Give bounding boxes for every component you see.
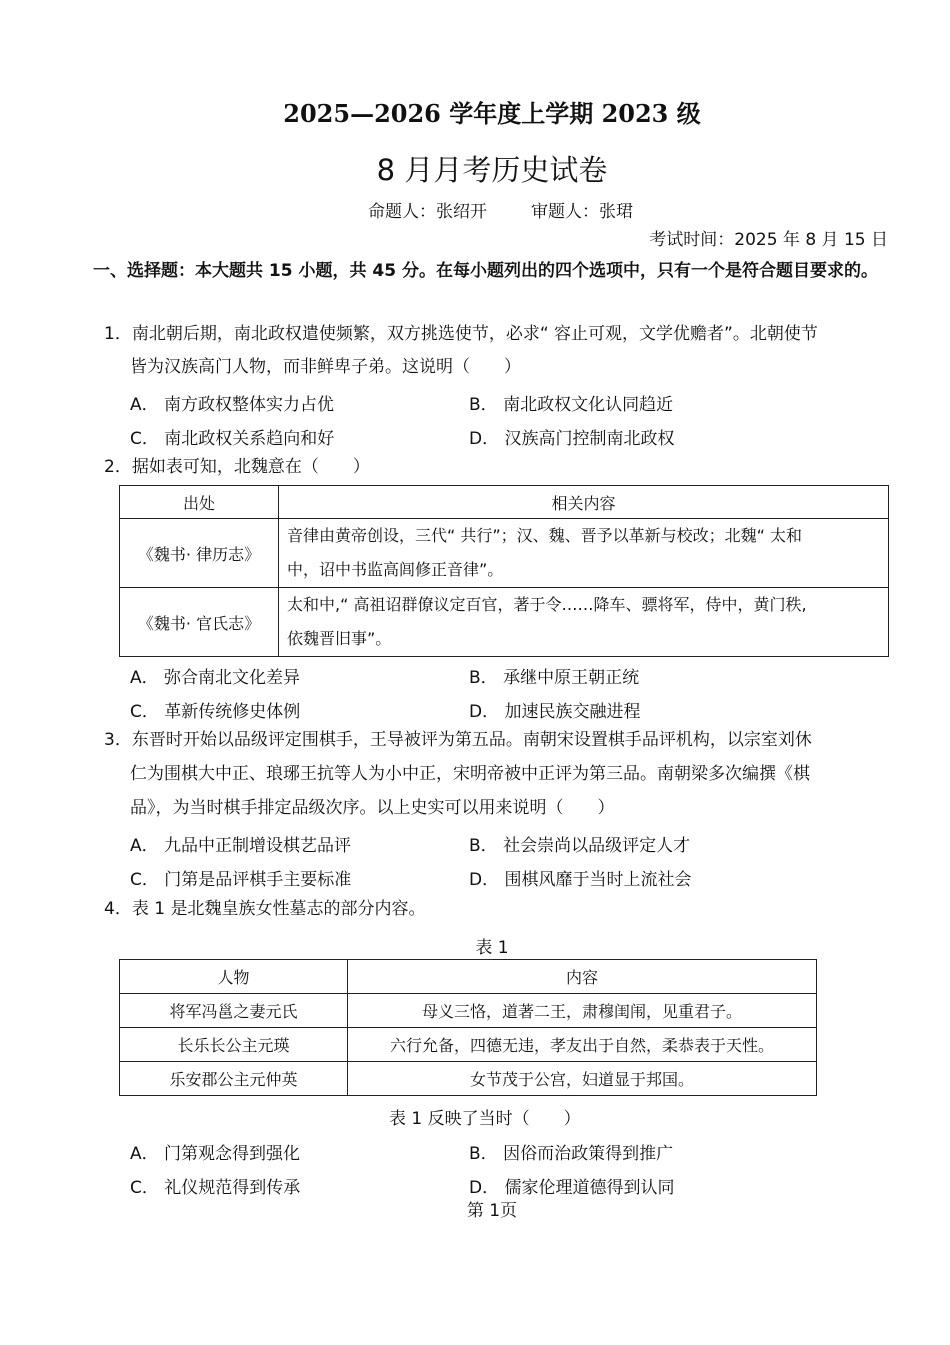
q2-row2-source: 《魏书· 官氏志》 [120,588,279,657]
section-heading: 一、选择题：本大题共 15 小题，共 45 分。在每小题列出的四个选项中，只有一个是符合题目要求的。 [93,261,878,281]
q4-header-content: 内容 [348,960,817,994]
q4-option-d: D． 儒家伦理道德得到认同 [469,1178,675,1198]
q4-row3-person: 乐安郡公主元仲英 [120,1062,348,1096]
q2-row1-source: 《魏书· 律历志》 [120,519,279,588]
q4-header-person: 人物 [120,960,348,994]
table-row [120,994,817,1028]
q2-stem: 2．据如表可知，北魏意在（ ） [104,457,370,477]
q4-table-caption: 表 1 [475,938,509,958]
table-row [120,519,889,588]
q2-table [119,485,889,657]
q2-header-source: 出处 [120,486,279,519]
q1-option-a: A． 南方政权整体实力占优 [130,395,335,415]
q4-row3-content: 女节茂于公宫，妇道显于邦国。 [348,1062,817,1096]
q4-stem: 4．表 1 是北魏皇族女性墓志的部分内容。 [104,899,426,919]
exam-title-line1: 2025—2026 学年度上学期 2023 级 [283,99,701,128]
author-name: 命题人：张绍开 [368,202,487,222]
q3-stem-line3: 品》，为当时棋手排定品级次序。以上史实可以用来说明（ ） [130,798,615,818]
q2-option-c: C． 革新传统修史体例 [130,702,301,722]
reviewer-name: 审题人：张珺 [531,202,633,222]
exam-title-line2: 8 月月考历史试卷 [376,153,608,187]
q4-row1-person: 将军冯邕之妻元氏 [120,994,348,1028]
q3-stem-line1: 3．东晋时开始以品级评定围棋手，王导被评为第五品。南朝宋设置棋手品评机构，以宗室刘休 [104,730,812,750]
page-number: 第 1页 [466,1201,518,1221]
exam-time: 考试时间：2025 年 8 月 15 日 [649,230,888,250]
q2-header-content: 相关内容 [279,486,889,519]
q4-option-b: B． 因俗而治政策得到推广 [469,1144,674,1164]
q3-option-c: C． 门第是品评棋手主要标准 [130,870,352,890]
q4-row1-content: 母义三恪，道著二王，肃穆闺闱，见重君子。 [348,994,817,1028]
q2-option-d: D． 加速民族交融进程 [469,702,641,722]
q4-after-table: 表 1 反映了当时（ ） [389,1109,581,1129]
table-row [120,1062,817,1096]
q1-option-d: D． 汉族高门控制南北政权 [469,429,675,449]
table-row [120,1028,817,1062]
q4-option-c: C． 礼仪规范得到传承 [130,1178,301,1198]
q3-option-d: D． 围棋风靡于当时上流社会 [469,870,692,890]
q4-row2-person: 长乐长公主元瑛 [120,1028,348,1062]
q4-row2-content: 六行允备，四德无违，孝友出于自然，柔恭表于天性。 [348,1028,817,1062]
q1-stem-line1: 1．南北朝后期，南北政权遣使频繁，双方挑选使节，必求“ 容止可观，文学优赡者”。北朝使节 [104,324,818,344]
authors-line [368,197,633,222]
q3-option-a: A． 九品中正制增设棋艺品评 [130,836,352,856]
q1-stem-line2: 皆为汉族高门人物，而非鲜卑子弟。这说明（ ） [130,357,521,377]
q2-option-b: B． 承继中原王朝正统 [469,668,640,688]
q3-stem-line2: 仁为围棋大中正、琅琊王抗等人为小中正，宋明帝被中正评为第三品。南朝梁多次编撰《棋 [130,764,810,784]
q4-option-a: A． 门第观念得到强化 [130,1144,301,1164]
q2-row1-content: 音律由黄帝创设，三代“ 共行”；汉、魏、晋予以革新与校改；北魏“ 太和 中，诏中书监高闾修正音律”。 [279,519,889,588]
q1-option-c: C． 南北政权关系趋向和好 [130,429,335,449]
q2-option-a: A． 弥合南北文化差异 [130,668,301,688]
q4-table-header-row [120,960,817,994]
q4-table [119,959,817,1096]
q3-option-b: B． 社会崇尚以品级评定人才 [469,836,691,856]
q2-row2-content: 太和中,“ 高祖诏群僚议定百官，著于令……降车、骠将军，侍中，黄门秩, 依魏晋旧事”。 [279,588,889,657]
q2-table-header-row [120,486,889,519]
q1-option-b: B． 南北政权文化认同趋近 [469,395,674,415]
table-row [120,588,889,657]
